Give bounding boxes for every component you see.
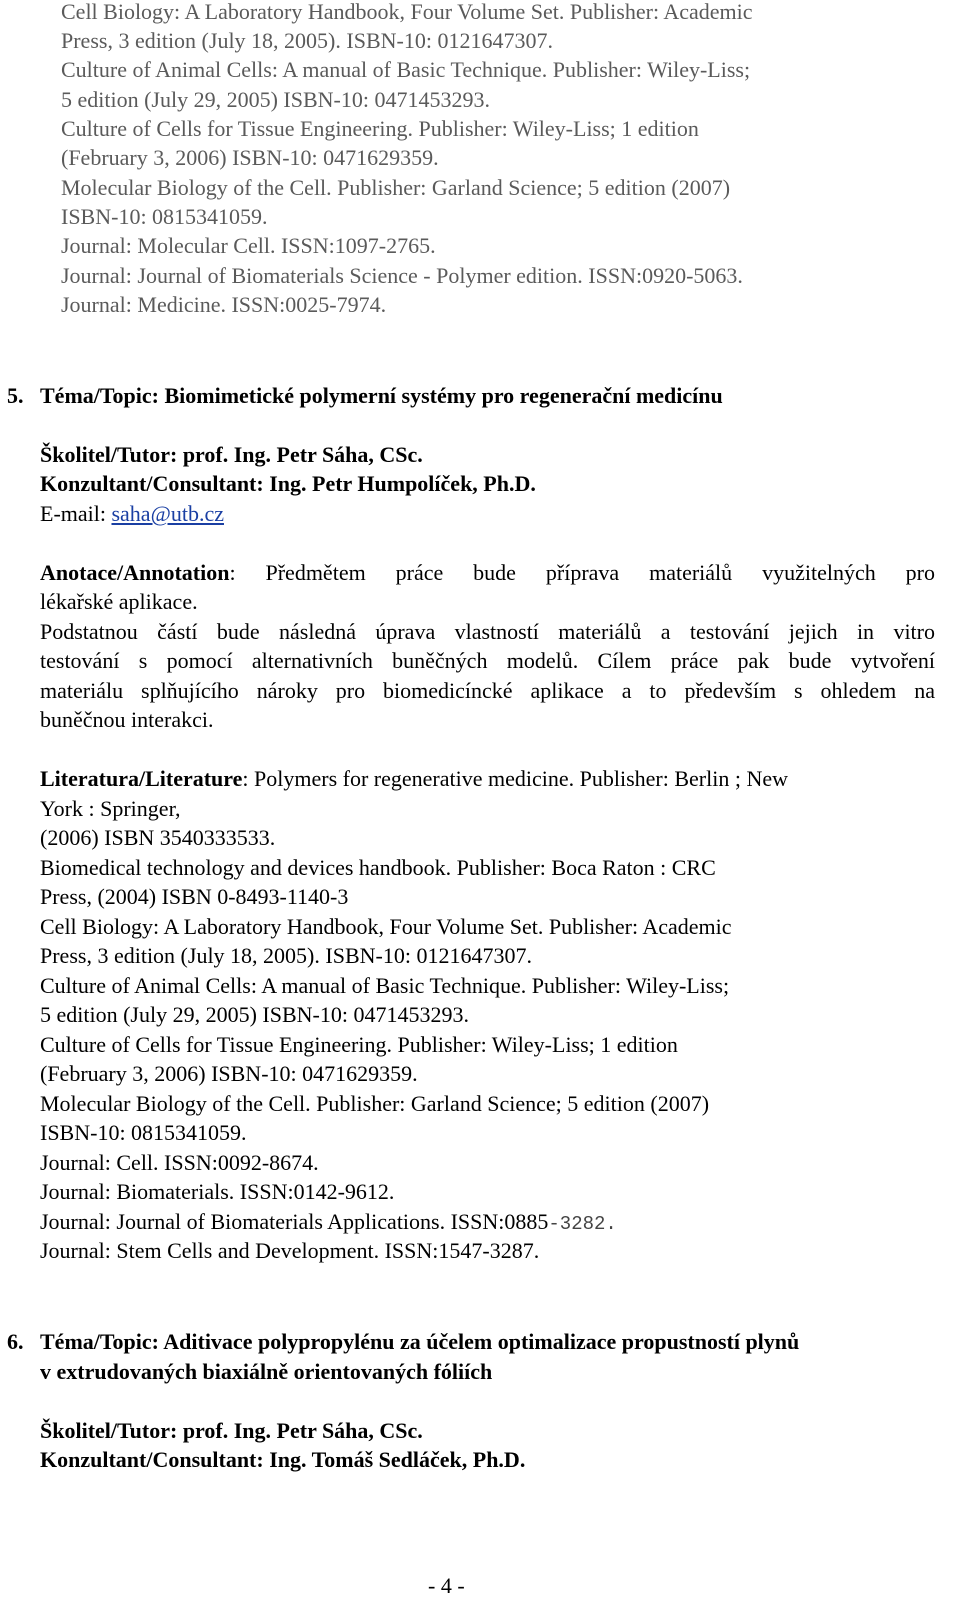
topic-number: 5. xyxy=(7,383,24,408)
consultant-line: Konzultant/Consultant: Ing. Tomáš Sedláček, Ph.D. xyxy=(40,1447,526,1472)
literature-line: Cell Biology: A Laboratory Handbook, Four Volume Set. Publisher: Academic xyxy=(40,914,732,939)
annotation-line: lékařské aplikace. xyxy=(40,589,198,614)
annotation-label: Anotace/Annotation xyxy=(40,560,230,585)
annotation-text: : Předmětem práce bude příprava materiálů využitelných pro xyxy=(229,560,935,585)
literature-text: : Polymers for regenerative medicine. Publisher: Berlin ; New xyxy=(242,766,788,791)
reference-line: (February 3, 2006) ISBN-10: 0471629359. xyxy=(61,145,439,170)
literature-line: Journal: Cell. ISSN:0092-8674. xyxy=(40,1150,319,1175)
literature-line xyxy=(40,764,788,794)
journal-apps-suffix: -3282. xyxy=(548,1213,617,1235)
literature-line: Journal: Biomaterials. ISSN:0142-9612. xyxy=(40,1179,395,1204)
literature-label: Literatura/Literature xyxy=(40,766,243,791)
annotation-line xyxy=(40,558,935,588)
annotation-line: testování s pomocí alternativních buněčných modelů. Cílem práce pak bude vytvoření xyxy=(40,648,935,673)
reference-line: Journal: Medicine. ISSN:0025-7974. xyxy=(61,292,387,317)
reference-line: Culture of Cells for Tissue Engineering. Publisher: Wiley-Liss; 1 edition xyxy=(61,116,699,141)
email-line xyxy=(40,499,224,529)
tutor-line: Školitel/Tutor: prof. Ing. Petr Sáha, CSc. xyxy=(40,442,423,467)
literature-line: Culture of Cells for Tissue Engineering. Publisher: Wiley-Liss; 1 edition xyxy=(40,1032,678,1057)
tutor-line: Školitel/Tutor: prof. Ing. Petr Sáha, CSc. xyxy=(40,1418,423,1443)
topic-title: v extrudovaných biaxiálně orientovaných fóliích xyxy=(40,1359,493,1384)
topic-title: Téma/Topic: Aditivace polypropylénu za účelem optimalizace propustností plynů xyxy=(40,1329,800,1354)
literature-line: Journal: Stem Cells and Development. ISSN:1547-3287. xyxy=(40,1238,540,1263)
literature-line xyxy=(40,1207,617,1239)
literature-line: Press, 3 edition (July 18, 2005). ISBN-10: 0121647307. xyxy=(40,943,532,968)
topic-title: Téma/Topic: Biomimetické polymerní systémy pro regenerační medicínu xyxy=(40,383,723,408)
reference-line: Press, 3 edition (July 18, 2005). ISBN-10: 0121647307. xyxy=(61,28,553,53)
reference-line: 5 edition (July 29, 2005) ISBN-10: 0471453293. xyxy=(61,87,490,112)
page-number: - 4 - xyxy=(428,1573,465,1598)
literature-line: Biomedical technology and devices handbook. Publisher: Boca Raton : CRC xyxy=(40,855,716,880)
reference-line: Journal: Molecular Cell. ISSN:1097-2765. xyxy=(61,233,436,258)
email-link[interactable]: saha@utb.cz xyxy=(111,501,224,526)
consultant-line: Konzultant/Consultant: Ing. Petr Humpolíček, Ph.D. xyxy=(40,471,536,496)
journal-apps-prefix: Journal: Journal of Biomaterials Applications. ISSN:0885 xyxy=(40,1209,549,1234)
email-label: E-mail: xyxy=(40,501,106,526)
literature-line: Press, (2004) ISBN 0-8493-1140-3 xyxy=(40,884,349,909)
annotation-line: materiálu splňujícího nároky pro biomedicíncké aplikace a to především s ohledem na xyxy=(40,678,935,703)
annotation-line: buněčnou interakci. xyxy=(40,707,214,732)
reference-line: Culture of Animal Cells: A manual of Basic Technique. Publisher: Wiley-Liss; xyxy=(61,57,751,82)
reference-line: Journal: Journal of Biomaterials Science - Polymer edition. ISSN:0920-5063. xyxy=(61,263,743,288)
literature-line: York : Springer, xyxy=(40,796,181,821)
literature-line: 5 edition (July 29, 2005) ISBN-10: 0471453293. xyxy=(40,1002,469,1027)
reference-line: Molecular Biology of the Cell. Publisher: Garland Science; 5 edition (2007) xyxy=(61,175,731,200)
literature-line: (2006) ISBN 3540333533. xyxy=(40,825,276,850)
topic-number: 6. xyxy=(7,1329,24,1354)
literature-line: ISBN-10: 0815341059. xyxy=(40,1120,247,1145)
literature-line: Culture of Animal Cells: A manual of Basic Technique. Publisher: Wiley-Liss; xyxy=(40,973,730,998)
annotation-line: Podstatnou částí bude následná úprava vlastností materiálů a testování jejich in vitro xyxy=(40,619,935,644)
reference-line: Cell Biology: A Laboratory Handbook, Four Volume Set. Publisher: Academic xyxy=(61,0,753,24)
reference-line: ISBN-10: 0815341059. xyxy=(61,204,268,229)
literature-line: Molecular Biology of the Cell. Publisher: Garland Science; 5 edition (2007) xyxy=(40,1091,710,1116)
literature-line: (February 3, 2006) ISBN-10: 0471629359. xyxy=(40,1061,418,1086)
